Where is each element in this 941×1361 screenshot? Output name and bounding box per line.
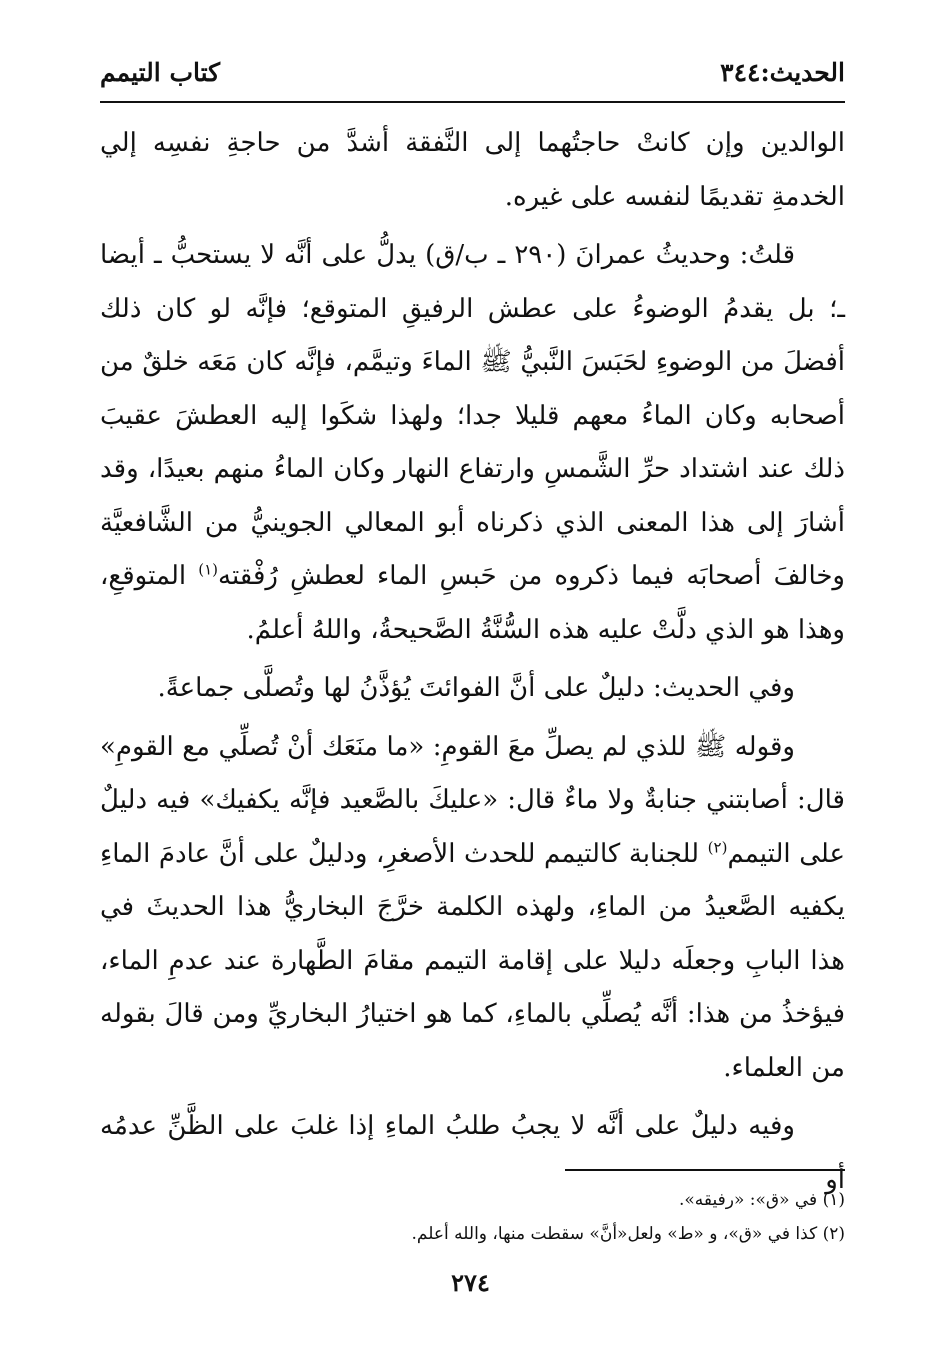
paragraph-2 bbox=[100, 229, 845, 657]
paragraph-2-text: قلتُ: وحديثُ عمرانَ (٢٩٠ ـ ب/ق) يدلُّ على أنَّه لا يستحبُّ ـ أيضا ـ؛ بل يقدمُ الوضوءُ على عطش الرفيقِ المتوقع؛ فإنَّه لو كان ذلك أفضلَ من الوضوءِ لحَبَسَ النَّبيُّ ﷺ الماءَ وتيمَّم، فإنَّه كان مَعَه خلقٌ من أصحابه وكان الماءُ معهم قليلا جدا؛ ولهذا شكَوا إليه العطشَ عقيبَ ذلك عند اشتداد حرِّ الشَّمسِ وارتفاع النهار وكان الماءُ منهم بعيدًا، وقد أشارَ إلى هذا المعنى الذي ذكرناه أبو المعالي الجوينيُّ من الشَّافعيَّة وخالفَ أصحابَه فيما ذكروه من حَبسِ الماء لعطشِ رُفْقته bbox=[100, 240, 845, 591]
paragraph-4 bbox=[100, 721, 845, 1096]
footnote-2: (٢) كذا في «ق»، و «ط» ولعل«أنَّ» سقطت منها، والله أعلم. bbox=[411, 1224, 845, 1244]
footnotes bbox=[100, 1183, 845, 1251]
footnote-ref-1: (١) bbox=[198, 560, 218, 579]
paragraph-4-end: للجنابة كالتيمم للحدث الأصغرِ، ودليلٌ على أنَّ عادمَ الماءِ يكفيه الصَّعيدُ من الماءِ، ولهذه الكلمة خرَّجَ البخاريُّ هذا الحديثَ في هذا البابِ وجعلَه دليلا على إقامة التيمم مقامَ الطَّهارة عند عدمِ الماء، فيؤخذُ من هذا: أنَّه يُصلِّي بالماءِ، كما هو اختيارُ البخاريِّ ومن قالَ بقوله من العلماء. bbox=[100, 838, 845, 1083]
page-number: ٢٧٤ bbox=[451, 1268, 490, 1297]
paragraph-4-text: وقوله ﷺ للذي لم يصلِّ معَ القومِ: «ما منَعَك أنْ تُصلِّي مع القومِ» قال: أصابتني جنابةٌ ولا ماءٌ قال: «عليكَ بالصَّعيد فإنَّه يكفيك» فيه دليلٌ على التيمم bbox=[100, 731, 845, 869]
book-title: كتاب التيمم bbox=[100, 58, 221, 87]
header-rule bbox=[100, 101, 845, 103]
paragraph-1: الوالدين وإن كانتْ حاجتُهما إلى النَّفقة أشدَّ من حاجةِ نفسِه إلي الخدمةِ تقديمًا لنفسه على غيره. bbox=[100, 128, 845, 212]
paragraph-5: وفيه دليلٌ على أنَّه لا يجبُ طلبُ الماءِ إذا غلبَ على الظَّنِّ عدمُه أو bbox=[100, 1111, 845, 1195]
paragraph-3: وفي الحديث: دليلٌ على أنَّ الفوائتَ يُؤذَّنُ لها وتُصلَّى جماعةً. bbox=[157, 673, 795, 703]
running-header bbox=[100, 58, 845, 98]
footnote-rule bbox=[565, 1169, 845, 1171]
main-text bbox=[100, 117, 845, 1207]
hadith-number: الحديث:٣٤٤ bbox=[720, 58, 845, 87]
footnote-ref-2: (٢) bbox=[707, 837, 728, 856]
footnote-1: (١) في «ق»: «رفيقه». bbox=[678, 1190, 845, 1210]
paragraph-2-end: المتوقعِ، وهذا هو الذي دلَّتْ عليه هذه السُّنَّةُ الصَّحيحةُ، واللهُ أعلمُ. bbox=[100, 561, 845, 645]
